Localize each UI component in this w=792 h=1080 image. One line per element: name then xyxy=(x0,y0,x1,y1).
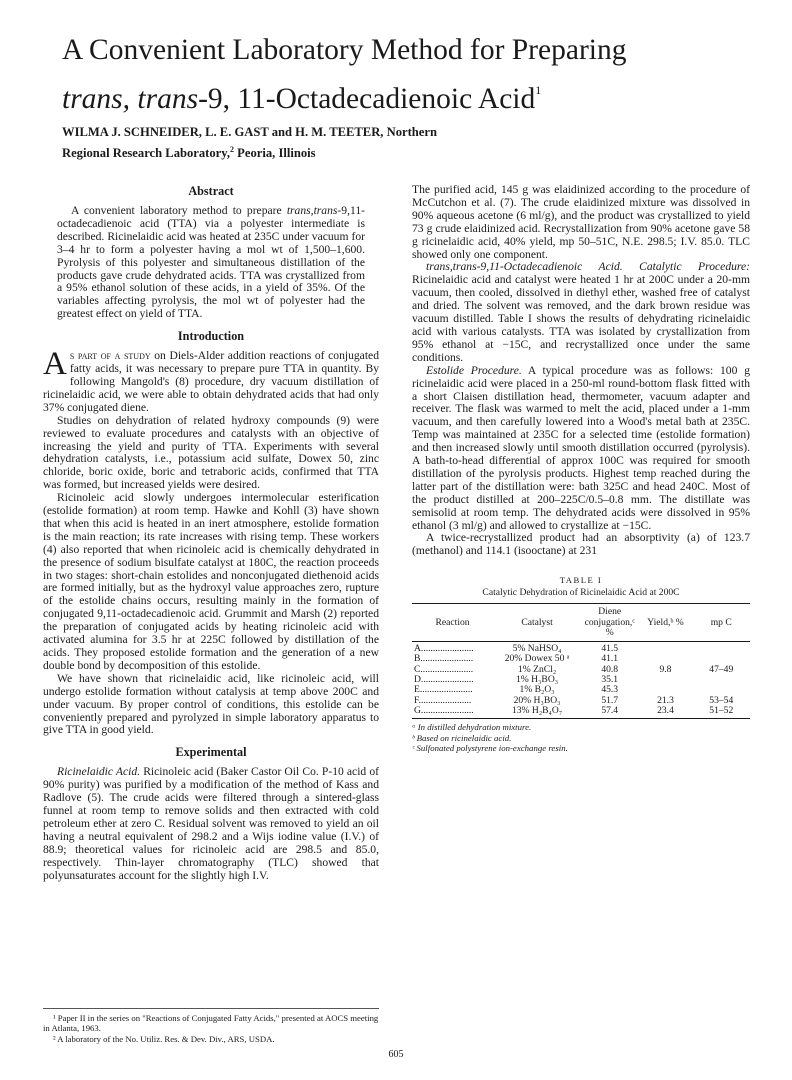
table-header-cell: mp C xyxy=(693,604,750,642)
table-note: ᶜ Sulfonated polystyrene ion-exchange resin. xyxy=(412,743,568,754)
table-notes xyxy=(412,722,750,754)
article-title xyxy=(62,30,752,119)
table-cell: 1% H₃BO₃ xyxy=(515,674,559,686)
abstract-text-1: A convenient laboratory method to prepare xyxy=(71,204,287,217)
intro-paragraph-1 xyxy=(43,346,379,415)
table-cell: 23.4 xyxy=(638,706,692,719)
table-cell: 41.1 xyxy=(601,653,619,665)
table-header-row xyxy=(412,604,750,642)
table-cell: D...................... xyxy=(414,674,474,686)
table-cell: 13% H₂B₄O₇ xyxy=(493,706,581,719)
intro-lead: s part of a study xyxy=(69,349,151,363)
abstract-text xyxy=(57,205,365,321)
table-cell: 57.4 xyxy=(581,706,638,719)
experimental-paragraph-3 xyxy=(412,261,750,364)
table-cell: 21.3 xyxy=(657,694,674,706)
table-note: ᵇ Based on ricinelaidic acid. xyxy=(412,732,512,743)
intro-text-1: on Diels-Alder addition reactions of conjugated fatty acids, it was necessary to prepare pure TTA in quantity. By following Mangold's (8) procedure, dry vacuum distillation of ricinelaidic acid, we were able to obtain dehydrated acids that had only 37% conjugated diene. xyxy=(43,349,379,414)
table-cell: B...................... xyxy=(414,653,474,665)
experimental-text-1: Ricinoleic acid (Baker Castor Oil Co. P-10 acid of 90% purity) was purified by a modification of the method of Kass and Radlove (5). The crude acids were filtered through a sintered-glass funnel at room temp to remove solids and then extracted with cold petroleum ether at zero C. Residual solvent was removed to yield an oil having a neutral equivalent of 298.2 and a Wijs iodine value (I.V.) of 88.9; theoretical values for ricinoleic acid are 298.5 and 85.0, respectively. Thin-layer chromatography (TLC) showed that polyunsaturates account for the slightly high I.V. xyxy=(43,765,379,882)
abstract-text-2: -9,11-octadecadienoic acid (TTA) via a polyester intermediate is described. Ricinelaidic acid was heated at 235C under vacuum for 3–4 hr to form a polyester having a mol wt of 1,500–1,600. Pyrolysis of this polyester and simultaneous distillation of the products gave crude dehydrated acids. TTA was crystallized from a 95% ethanol solution of these acids, in a yield of 35%. Of the variables affecting pyrolysis, the mol wt of polyester had the greatest effect on yield of TTA. xyxy=(57,204,365,321)
table-cell xyxy=(638,642,692,655)
table-cell: C...................... xyxy=(414,663,474,675)
table-cell: 20% H₃BO₃ xyxy=(513,694,561,706)
title-footnote-mark: 1 xyxy=(535,83,542,97)
table-cell: 1% ZnCl₂ xyxy=(517,663,557,675)
table-1 xyxy=(412,574,750,754)
table-cell: 53–54 xyxy=(709,694,734,706)
table-cell: 9.8 xyxy=(659,663,672,675)
author-block xyxy=(62,124,752,162)
abstract-block xyxy=(43,205,379,321)
intro-paragraph-3: Ricinoleic acid slowly undergoes intermolecular esterification (estolide formation) at room temp. Hawke and Kohll (3) have shown that when this acid is heated in an inert atmosphere, estolide formation is the main reaction; its rate increases with rising temp. These workers (4) also reported that when ricinoleic acid is chemically dehydrated in the presence of sodium bisulfate catalyst at 180C, the reaction proceeds in two stages: short-chain estolides and nonconjugated diethenoid acids are formed initially, but as the hydroxyl value approaches zero, rupture of the estolide chains occurs, resulting mainly in the formation of conjugated 9,11-octadecadienoic acid. Grummit and Marsh (2) reported the preparation of conjugated acids by heating ricinoleic acid with activated alumina for 3.5 hr at 225C followed by distillation of the acids. They proposed estolide formation and the generation of a new double bond by decomposition of this estolide. xyxy=(43,491,379,672)
footnote-2: ² A laboratory of the No. Utiliz. Res. & Dev. Div., ARS, USDA. xyxy=(53,1033,275,1044)
table-cell: E...................... xyxy=(414,684,473,696)
affiliation: Regional Research Laboratory, xyxy=(62,146,231,160)
table-cell: 41.5 xyxy=(601,643,619,655)
experimental-paragraph-4 xyxy=(412,365,750,533)
table-cell xyxy=(693,675,750,685)
experimental-heading: Experimental xyxy=(175,745,247,760)
table-cell: A...................... xyxy=(414,643,474,655)
table-cell: 5% NaHSO₄ xyxy=(512,643,562,655)
table-cell: 47–49 xyxy=(709,663,734,675)
table-header-cell: Diene conjugation,ᶜ % xyxy=(581,604,638,642)
page-number: 605 xyxy=(388,1049,404,1060)
intro-paragraph-2: Studies on dehydration of related hydroxy compounds (9) were reviewed to evaluate procedures and catalysts with an objective of increasing the yield and purity of TTA. Experiments with several dehydration catalysts, i.e., potassium acid sulfate, Dowex 50, zinc chloride, boric oxide, boric and tetraboric acids, confirmed that TTA was formed, but increased yields were desired. xyxy=(43,413,379,492)
left-column xyxy=(43,184,379,883)
experimental-paragraph-2: The purified acid, 145 g was elaidinized according to the procedure of McCutchon et al. (7). The crude elaidinized mixture was dissolved in 90% aqueous acetone (6 ml/g), and the product was crystallized to yield 73 g crude elaidinized acid. Recrystallization from 90% acetone gave 58 g ricinelaidic acid, 40% yield, mp 50–51C, N.E. 298.5; I.V. 85.0. TLC showed only one component. xyxy=(412,183,750,261)
experimental-text-3: Ricinelaidic acid and catalyst were heated 1 hr at 200C under a 20-mm vacuum, then cooled, dissolved in diethyl ether, washed free of catalyst and dried. The solvent was removed, and the dark brown residue was vacuum distilled. Table I shows the results of dehydrating ricinelaidic acid with various catalysts. TTA was isolated by crystallization from 95% ethanol at −15C, and recrystallized once under the same conditions. xyxy=(412,273,750,364)
affiliation-footnote-mark: 2 xyxy=(230,145,235,154)
footnote-1: ¹ Paper II in the series on "Reactions of Conjugated Fatty Acids," presented at AOCS meeting in Atlanta, 1963. xyxy=(43,1013,379,1034)
title-line-1: A Convenient Laboratory Method for Preparing xyxy=(62,34,627,66)
authors: WILMA J. SCHNEIDER, L. E. GAST and H. M. TEETER, Northern xyxy=(62,125,437,139)
table-header-cell: Catalyst xyxy=(493,604,581,642)
data-table xyxy=(412,603,750,719)
title-line-2: 9, 11-Octadecadienoic Acid xyxy=(207,83,536,115)
table-cell: 51.7 xyxy=(601,694,619,706)
experimental-subhead-1: Ricinelaidic Acid. xyxy=(57,765,141,779)
table-cell xyxy=(638,675,692,685)
table-caption: Catalytic Dehydration of Ricinelaidic Acid at 200C xyxy=(482,587,680,599)
table-cell xyxy=(693,642,750,655)
table-cell: 40.8 xyxy=(601,663,619,675)
abstract-text-italic: trans,trans xyxy=(286,204,338,217)
experimental-paragraph-5: A twice-recrystallized product had an absorptivity (a) of 123.7 (methanol) and 114.1 (isooctane) at 231 xyxy=(412,531,750,558)
footnotes xyxy=(43,1008,379,1044)
experimental-text-4: A typical procedure was as follows: 100 g ricinelaidic acid were placed in a 250-ml round-bottom flask fitted with a short Claisen distillation head, thermometer, vacuum adapter and receiver. The flask was warmed to melt the acid, placed under a 1-mm vacuum, and then carefully lowered into a Wood's metal bath at 235C. Temp was maintained at 235C for a selected time (estolide formation) and then increased slowly until smooth distillation occurred (pyrolysis). A bath-to-head differential of approx 100C was required for smooth distillation of the pyrolysis products. Highest temp reached during the latter part of the distillation were: bath 325C and head 240C. Most of the product distilled at 200–225C/0.5–0.8 mm. The distillate was semisolid at room temp. The dehydrated acids were dissolved in 95% ethanol (3 ml/g) and allowed to crystallize at −15C. xyxy=(412,363,750,532)
table-cell: 1% B₂O₃ xyxy=(519,684,555,696)
drop-cap: A xyxy=(43,346,67,383)
abstract-heading: Abstract xyxy=(188,184,234,198)
table-header-cell: Yield,ᵇ % xyxy=(638,604,692,642)
experimental-subhead-2: trans,trans-9,11-Octadecadienoic Acid. Catalytic Procedure: xyxy=(426,260,750,274)
table-cell: G...................... xyxy=(412,706,493,719)
intro-paragraph-4: We have shown that ricinelaidic acid, like ricinoleic acid, will undergo estolide formation without catalysis at temp above 200C and under vacuum. By proper control of conditions, this estolide can be conveniently prepared and pyrolyzed in simple laboratory apparatus to give TTA in good yield. xyxy=(43,671,379,737)
affiliation-city: Peoria, Illinois xyxy=(234,146,316,160)
table-cell: 51–52 xyxy=(693,706,750,719)
table-cell: 35.1 xyxy=(601,674,619,686)
experimental-paragraph-1 xyxy=(43,766,379,882)
introduction-heading: Introduction xyxy=(177,329,245,344)
right-column xyxy=(412,184,750,754)
experimental-subhead-3: Estolide Procedure. xyxy=(426,363,522,377)
table-row xyxy=(412,706,750,719)
table-note: ᵃ In distilled dehydration mixture. xyxy=(412,722,532,733)
table-cell: 45.3 xyxy=(601,684,619,696)
table-label: TABLE I xyxy=(559,575,603,586)
title-italic-part: trans, trans- xyxy=(62,83,208,115)
table-header-cell: Reaction xyxy=(412,604,493,642)
table-cell: F...................... xyxy=(414,694,472,706)
table-cell: 20% Dowex 50 ᵃ xyxy=(504,653,570,665)
